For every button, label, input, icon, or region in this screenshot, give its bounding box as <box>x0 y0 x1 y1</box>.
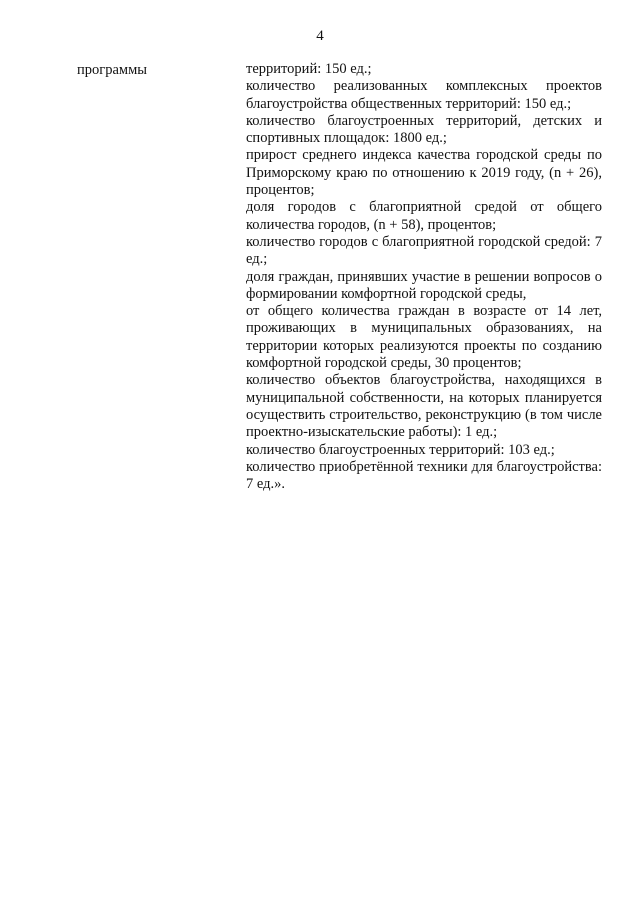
paragraph: доля городов с благоприятной средой от общего количества городов, (n + 58), процентов; <box>246 199 602 233</box>
paragraph: количество объектов благоустройства, находящихся в муниципальной собственности, на которых планируется осуществить строительство, реконструкцию (в том числе проектно-изыскательские работы): 1 ед.; <box>246 372 602 441</box>
paragraph: количество благоустроенных территорий: 103 ед.; <box>246 441 555 458</box>
paragraph: количество городов с благоприятной городской средой: 7 ед.; <box>246 233 602 268</box>
paragraph: количество приобретённой техники для благоустройства: 7 ед.». <box>246 458 602 493</box>
paragraph: прирост среднего индекса качества городской среды по Приморскому краю по отношению к 2019 году, (n + 26), процентов; <box>246 147 602 199</box>
paragraph: территорий: 150 ед.; <box>246 61 372 77</box>
page-number: 4 <box>316 28 324 44</box>
section-label: программы <box>77 62 147 78</box>
indicators-column <box>246 61 602 493</box>
paragraph: доля граждан, принявших участие в решении вопросов о формировании комфортной городской среды, <box>246 268 602 302</box>
paragraph: количество благоустроенных территорий, детских и спортивных площадок: 1800 ед.; <box>246 112 602 147</box>
paragraph: от общего количества граждан в возрасте от 14 лет, проживающих в муниципальных образованиях, на территории которых реализуются проекты по созданию комфортной городской среды, 30 процентов; <box>246 303 602 372</box>
paragraph: количество реализованных комплексных проектов благоустройства общественных территорий: 150 ед.; <box>246 78 602 112</box>
